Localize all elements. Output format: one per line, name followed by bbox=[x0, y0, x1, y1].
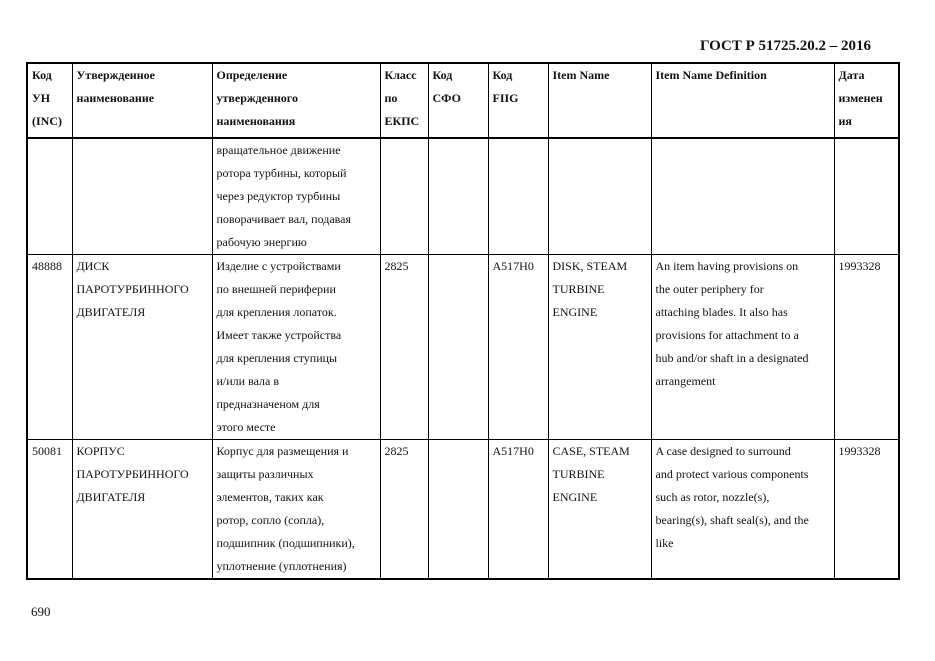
cell-sfo bbox=[428, 138, 488, 255]
col-header-ekps: Класс по ЕКПС bbox=[380, 63, 428, 138]
table-row bbox=[27, 255, 899, 440]
cell-code: 50081 bbox=[27, 440, 72, 580]
cell-item-name: DISK, STEAM TURBINE ENGINE bbox=[548, 255, 651, 440]
cell-item-name bbox=[548, 138, 651, 255]
cell-item-definition bbox=[651, 138, 834, 255]
cell-date: 1993328 bbox=[834, 255, 899, 440]
cell-sfo bbox=[428, 440, 488, 580]
cell-name: ДИСК ПАРОТУРБИННОГО ДВИГАТЕЛЯ bbox=[72, 255, 212, 440]
cell-name bbox=[72, 138, 212, 255]
cell-ekps: 2825 bbox=[380, 440, 428, 580]
page-number: 690 bbox=[31, 604, 51, 619]
cell-code: 48888 bbox=[27, 255, 72, 440]
cell-ekps: 2825 bbox=[380, 255, 428, 440]
cell-ekps bbox=[380, 138, 428, 255]
cell-item-definition: A case designed to surround and protect various components such as rotor, nozzle(s), bearing(s), shaft seal(s), and the like bbox=[651, 440, 834, 580]
cell-definition: Корпус для размещения и защиты различных элементов, таких как ротор, сопло (сопла), подшипник (подшипники), уплотнение (уплотнения) bbox=[212, 440, 380, 580]
cell-date: 1993328 bbox=[834, 440, 899, 580]
cell-name: КОРПУС ПАРОТУРБИННОГО ДВИГАТЕЛЯ bbox=[72, 440, 212, 580]
col-header-sfo: Код СФО bbox=[428, 63, 488, 138]
col-header-fiig: Код FIIG bbox=[488, 63, 548, 138]
cell-item-definition: An item having provisions on the outer periphery for attaching blades. It also has provisions for attachment to a hub and/or shaft in a designated arrangement bbox=[651, 255, 834, 440]
table-row bbox=[27, 138, 899, 255]
cell-fiig: A517H0 bbox=[488, 255, 548, 440]
cell-definition: Изделие с устройствами по внешней периферии для крепления лопаток. Имеет также устройства для крепления ступицы и/или вала в предназначеном для этого месте bbox=[212, 255, 380, 440]
col-header-date: Дата изменен ия bbox=[834, 63, 899, 138]
col-header-item-name: Item Name bbox=[548, 63, 651, 138]
col-header-name: Утвержденное наименование bbox=[72, 63, 212, 138]
cell-fiig bbox=[488, 138, 548, 255]
cell-definition: вращательное движение ротора турбины, который через редуктор турбины поворачивает вал, подавая рабочую энергию bbox=[212, 138, 380, 255]
table-header-row bbox=[27, 63, 899, 138]
document-title: ГОСТ Р 51725.20.2 – 2016 bbox=[700, 38, 872, 54]
cell-date bbox=[834, 138, 899, 255]
col-header-code: Код УН (INC) bbox=[27, 63, 72, 138]
nomenclature-table bbox=[26, 62, 900, 580]
col-header-definition: Определение утвержденного наименования bbox=[212, 63, 380, 138]
col-header-item-definition: Item Name Definition bbox=[651, 63, 834, 138]
cell-item-name: CASE, STEAM TURBINE ENGINE bbox=[548, 440, 651, 580]
cell-code bbox=[27, 138, 72, 255]
cell-fiig: A517H0 bbox=[488, 440, 548, 580]
table-row bbox=[27, 440, 899, 580]
cell-sfo bbox=[428, 255, 488, 440]
